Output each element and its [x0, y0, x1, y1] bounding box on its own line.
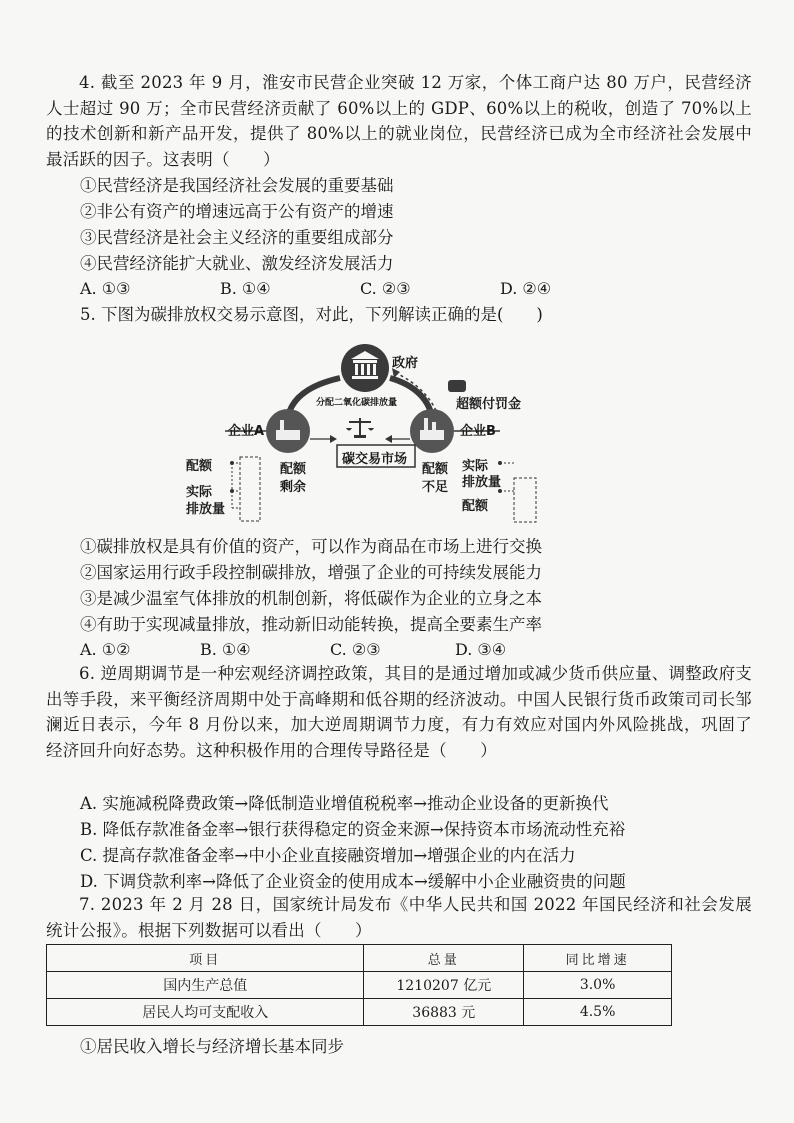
q4-option-a[interactable]: A. ①③ [80, 279, 131, 298]
q5-option-d[interactable]: D. ③④ [455, 640, 507, 659]
q5-option-a[interactable]: A. ①② [80, 640, 131, 659]
label-b-short-2: 不足 [422, 480, 449, 495]
cell-growth: 3.0% [524, 972, 672, 999]
cell-growth: 4.5% [524, 999, 672, 1026]
label-b-actual: 实际 [462, 459, 489, 474]
q5-option-b[interactable]: B. ①④ [200, 640, 251, 659]
label-allocation: 分配二氧化碳排放量 [316, 398, 398, 408]
cell-total: 36883 元 [364, 999, 524, 1026]
label-a-surplus-1: 配额 [280, 462, 307, 477]
label-a-surplus-2: 剩余 [280, 480, 307, 495]
label-b-emission: 排放量 [462, 475, 502, 490]
header-total: 总量 [364, 945, 524, 972]
table-row [47, 972, 672, 999]
q5-stem: 5. 下图为碳排放权交易示意图，对此，下列解读正确的是( ) [80, 305, 543, 324]
statistics-table [46, 944, 672, 1026]
label-enterprise-a: 企业A [228, 424, 265, 439]
q5-item-1: ①碳排放权是具有价值的资产，可以作为商品在市场上进行交换 [80, 537, 542, 556]
cell-item: 国内生产总值 [47, 972, 364, 999]
label-a-quota: 配额 [186, 459, 213, 474]
q5-item-2: ②国家运用行政手段控制碳排放，增强了企业的可持续发展能力 [80, 563, 542, 582]
q6-option-a[interactable]: A. 实施减税降费政策→降低制造业增值税税率→推动企业设备的更新换代 [80, 794, 609, 813]
label-enterprise-b: 企业B [460, 424, 496, 439]
carbon-trading-diagram [170, 338, 550, 528]
q4-item-1: ①民营经济是我国经济社会发展的重要基础 [80, 176, 394, 195]
label-market: 碳交易市场 [342, 452, 408, 467]
table-row [47, 999, 672, 1026]
scale-icon [346, 418, 374, 438]
q7-stem: 7. 2023 年 2 月 28 日，国家统计局发布《中华人民共和国 2022 年国民经济和社会发展统计公报》。根据下列数据可以看出（ ） [46, 895, 752, 940]
q4-option-c[interactable]: C. ②③ [360, 279, 411, 298]
label-a-emission: 排放量 [186, 502, 226, 517]
q4-stem: 4. 截至 2023 年 9 月，淮安市民营企业突破 12 万家，个体工商户达 80 万户，民营经济人士超过 90 万；全市民营经济贡献了 60%以上的 GDP、60%以上的税收，创造了 70%以上的技术创新和新产品开发，提供了 80%以上的就业岗位，民营经济已成为全市经济社会发展中最活跃的因子。这表明（ ） [46, 73, 752, 169]
q4-option-b[interactable]: B. ①④ [220, 279, 271, 298]
cell-item: 居民人均可支配收入 [47, 999, 364, 1026]
header-item: 项目 [47, 945, 364, 972]
label-a-actual: 实际 [186, 485, 213, 500]
table-header-row [47, 945, 672, 972]
q5-item-4: ④有助于实现减量排放，推动新旧动能转换，提高全要素生产率 [80, 615, 542, 634]
label-b-quota: 配额 [462, 499, 489, 514]
q6-option-b[interactable]: B. 降低存款准备金率→银行获得稳定的资金来源→保持资本市场流动性充裕 [80, 820, 626, 839]
q4-option-d[interactable]: D. ②④ [500, 279, 552, 298]
q4-item-3: ③民营经济是社会主义经济的重要组成部分 [80, 228, 394, 247]
money-icon [448, 380, 466, 392]
q7-item-1: ①居民收入增长与经济增长基本同步 [80, 1037, 344, 1056]
label-b-short-1: 配额 [422, 462, 449, 477]
quota-bar-a [240, 457, 260, 521]
q5-item-3: ③是减少温室气体排放的机制创新，将低碳作为企业的立身之本 [80, 589, 542, 608]
cell-total: 1210207 亿元 [364, 972, 524, 999]
quota-bar-b [514, 478, 536, 522]
header-growth: 同比增速 [524, 945, 672, 972]
q5-option-c[interactable]: C. ②③ [330, 640, 381, 659]
label-penalty: 超额付罚金 [456, 397, 522, 412]
q4-item-4: ④民营经济能扩大就业、激发经济发展活力 [80, 254, 394, 273]
q6-stem: 6. 逆周期调节是一种宏观经济调控政策，其目的是通过增加或减少货币供应量、调整政府支出等手段，来平衡经济周期中处于高峰期和低谷期的经济波动。中国人民银行货币政策司司长邹澜近日表示，今年 8 月份以来，加大逆周期调节力度，有力有效应对国内外风险挑战，巩固了经济回升向好态势。这种积极作用的合理传导路径是（ ） [46, 664, 752, 760]
label-government: 政府 [392, 356, 419, 371]
q6-option-c[interactable]: C. 提高存款准备金率→中小企业直接融资增加→增强企业的内在活力 [80, 846, 576, 865]
q4-item-2: ②非公有资产的增速远高于公有资产的增速 [80, 202, 394, 221]
q6-option-d[interactable]: D. 下调贷款利率→降低了企业资金的使用成本→缓解中小企业融资贵的问题 [80, 872, 626, 891]
